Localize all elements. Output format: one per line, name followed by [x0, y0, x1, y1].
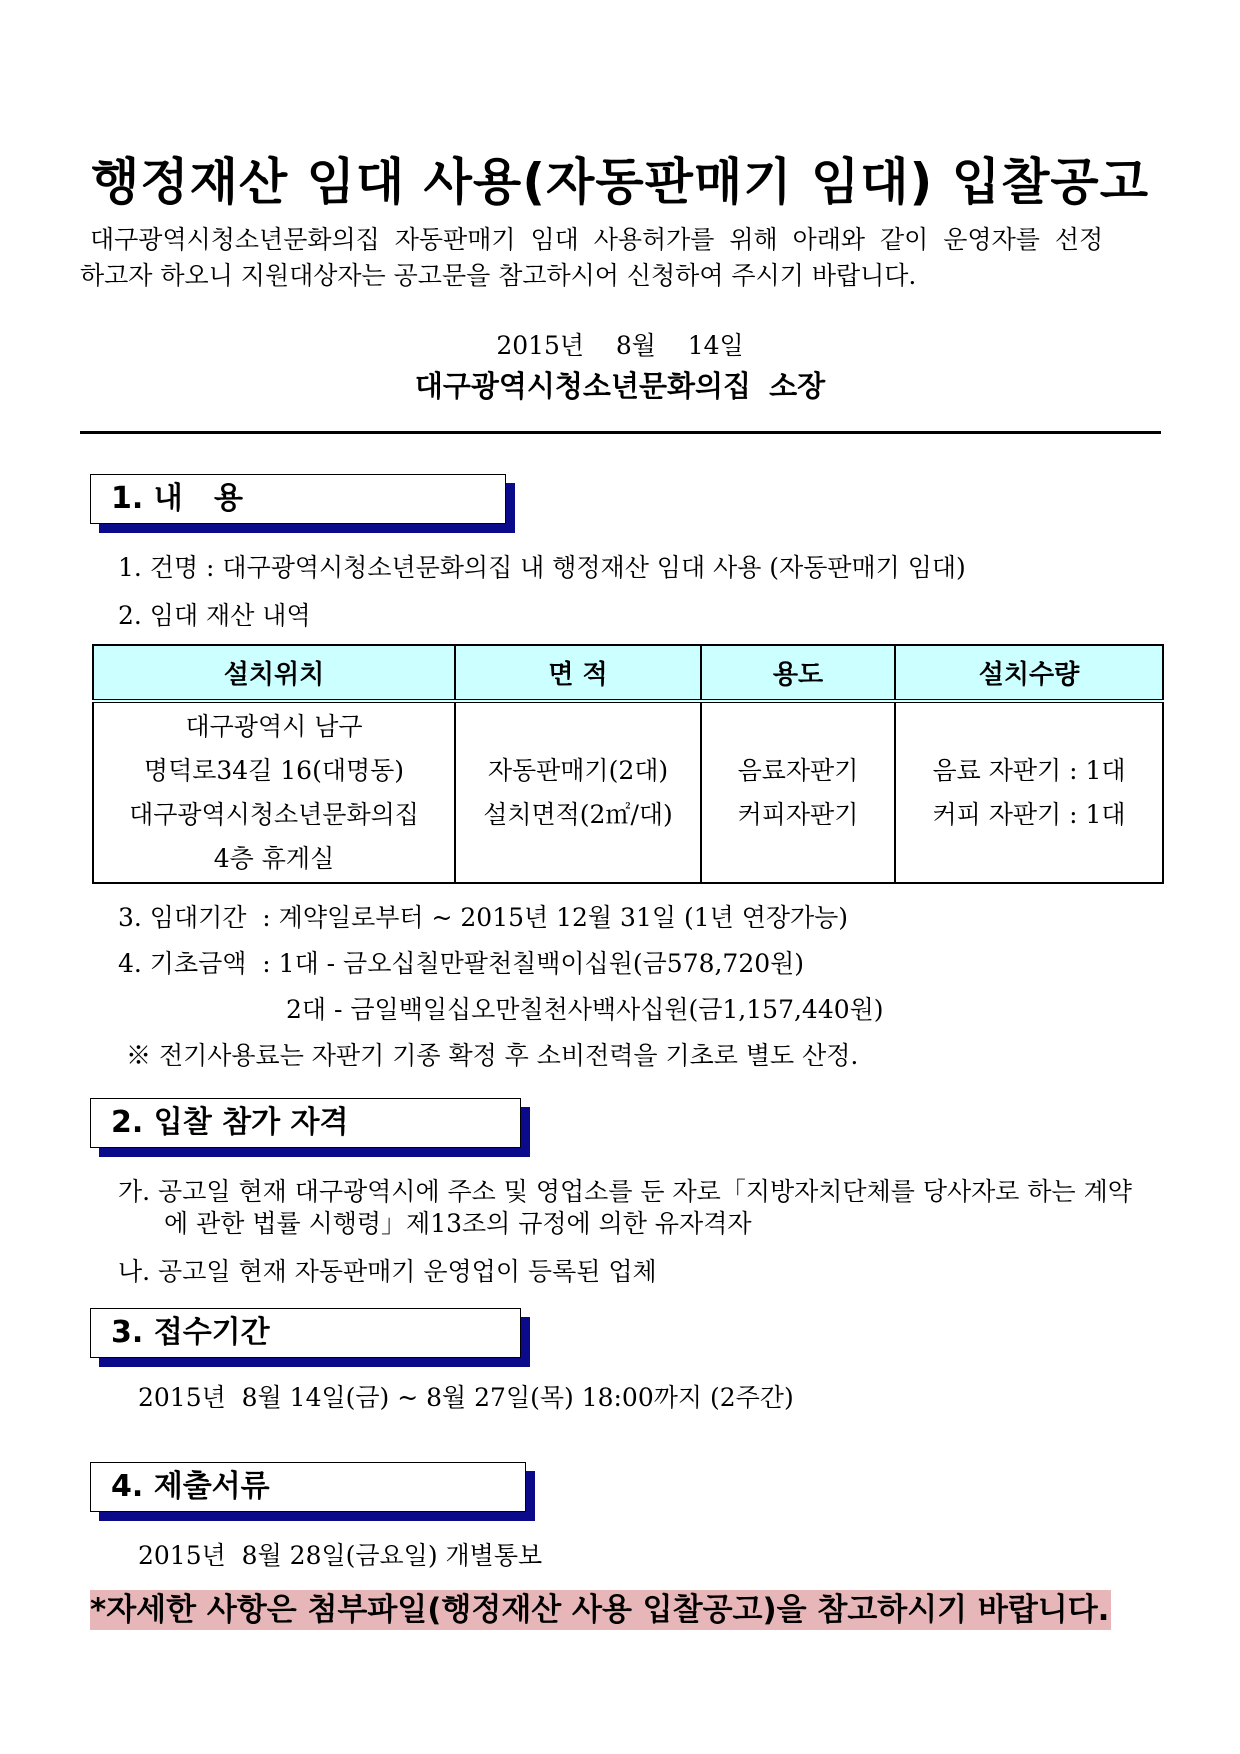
- section-heading-4: 4. 제출서류: [90, 1462, 526, 1512]
- page-title: 행정재산 임대 사용(자동판매기 임대) 입찰공고: [90, 153, 1150, 211]
- quantity-line: 음료 자판기 : 1대: [932, 755, 1126, 785]
- intro-line-1: 대구광역시청소년문화의집 자동판매기 임대 사용허가를 위해 아래와 같이 운영자를 선정: [90, 225, 1104, 254]
- usage-line: 커피자판기: [737, 799, 859, 829]
- intro-paragraph: [80, 222, 1162, 294]
- submission-documents: 2015년 8월 28일(금요일) 개별통보: [138, 1541, 543, 1570]
- qualification-b: 나. 공고일 현재 자동판매기 운영업이 등록된 업체: [118, 1257, 657, 1286]
- cell-quantity: [895, 701, 1163, 883]
- item-base-price-2: 2대 - 금일백일십오만칠천사백사십원(금1,157,440원): [286, 995, 884, 1024]
- issuer: 대구광역시청소년문화의집 소장: [414, 369, 826, 403]
- location-line: 4층 휴게실: [213, 843, 335, 873]
- item-name: 1. 건명 : 대구광역시청소년문화의집 내 행정재산 임대 사용 (자동판매기 임대): [118, 553, 966, 582]
- header-quantity: 설치수량: [895, 645, 1163, 701]
- usage-line: 음료자판기: [737, 755, 859, 785]
- property-table: [92, 644, 1164, 884]
- section-heading-2: 2. 입찰 참가 자격: [90, 1098, 521, 1148]
- cell-area: [455, 701, 701, 883]
- final-note: *자세한 사항은 첨부파일(행정재산 사용 입찰공고)을 참고하시기 바랍니다.: [90, 1592, 1110, 1628]
- cell-location: [93, 701, 455, 883]
- item-base-price-1: 4. 기초금액 : 1대 - 금오십칠만팔천칠백이십원(금578,720원): [118, 949, 805, 978]
- location-line: 대구광역시청소년문화의집: [129, 799, 419, 829]
- item-property-label: 2. 임대 재산 내역: [118, 601, 311, 630]
- header-area: 면 적: [455, 645, 701, 701]
- intro-line-2: 하고자 하오니 지원대상자는 공고문을 참고하시어 신청하여 주시기 바랍니다.: [80, 261, 917, 290]
- item-period: 3. 임대기간 : 계약일로부터 ~ 2015년 12월 31일 (1년 연장가능): [118, 903, 849, 932]
- header-location: 설치위치: [93, 645, 455, 701]
- divider: [80, 431, 1161, 434]
- location-line: 대구광역시 남구: [185, 711, 363, 741]
- area-line: 자동판매기(2대): [487, 755, 669, 785]
- quantity-line: 커피 자판기 : 1대: [932, 799, 1126, 829]
- table-header-row: [93, 645, 1163, 701]
- table-row: [93, 701, 1163, 883]
- electricity-note: ※ 전기사용료는 자판기 기종 확정 후 소비전력을 기초로 별도 산정.: [126, 1041, 859, 1070]
- notice-date: 2015년 8월 14일: [496, 331, 744, 360]
- header-usage: 용도: [701, 645, 895, 701]
- qualification-a-line-2: 에 관한 법률 시행령」제13조의 규정에 의한 유자격자: [164, 1209, 752, 1238]
- qualification-a-line-1: 가. 공고일 현재 대구광역시에 주소 및 영업소를 둔 자로「지방자치단체를 당사자로 하는 계약: [118, 1177, 1132, 1206]
- section-heading-1: 1. 내 용: [90, 474, 506, 524]
- area-line: 설치면적(2㎡/대): [483, 799, 673, 829]
- reception-period: 2015년 8월 14일(금) ~ 8월 27일(목) 18:00까지 (2주간): [138, 1383, 794, 1412]
- cell-usage: [701, 701, 895, 883]
- location-line: 명덕로34길 16(대명동): [143, 755, 405, 785]
- section-heading-3: 3. 접수기간: [90, 1308, 521, 1358]
